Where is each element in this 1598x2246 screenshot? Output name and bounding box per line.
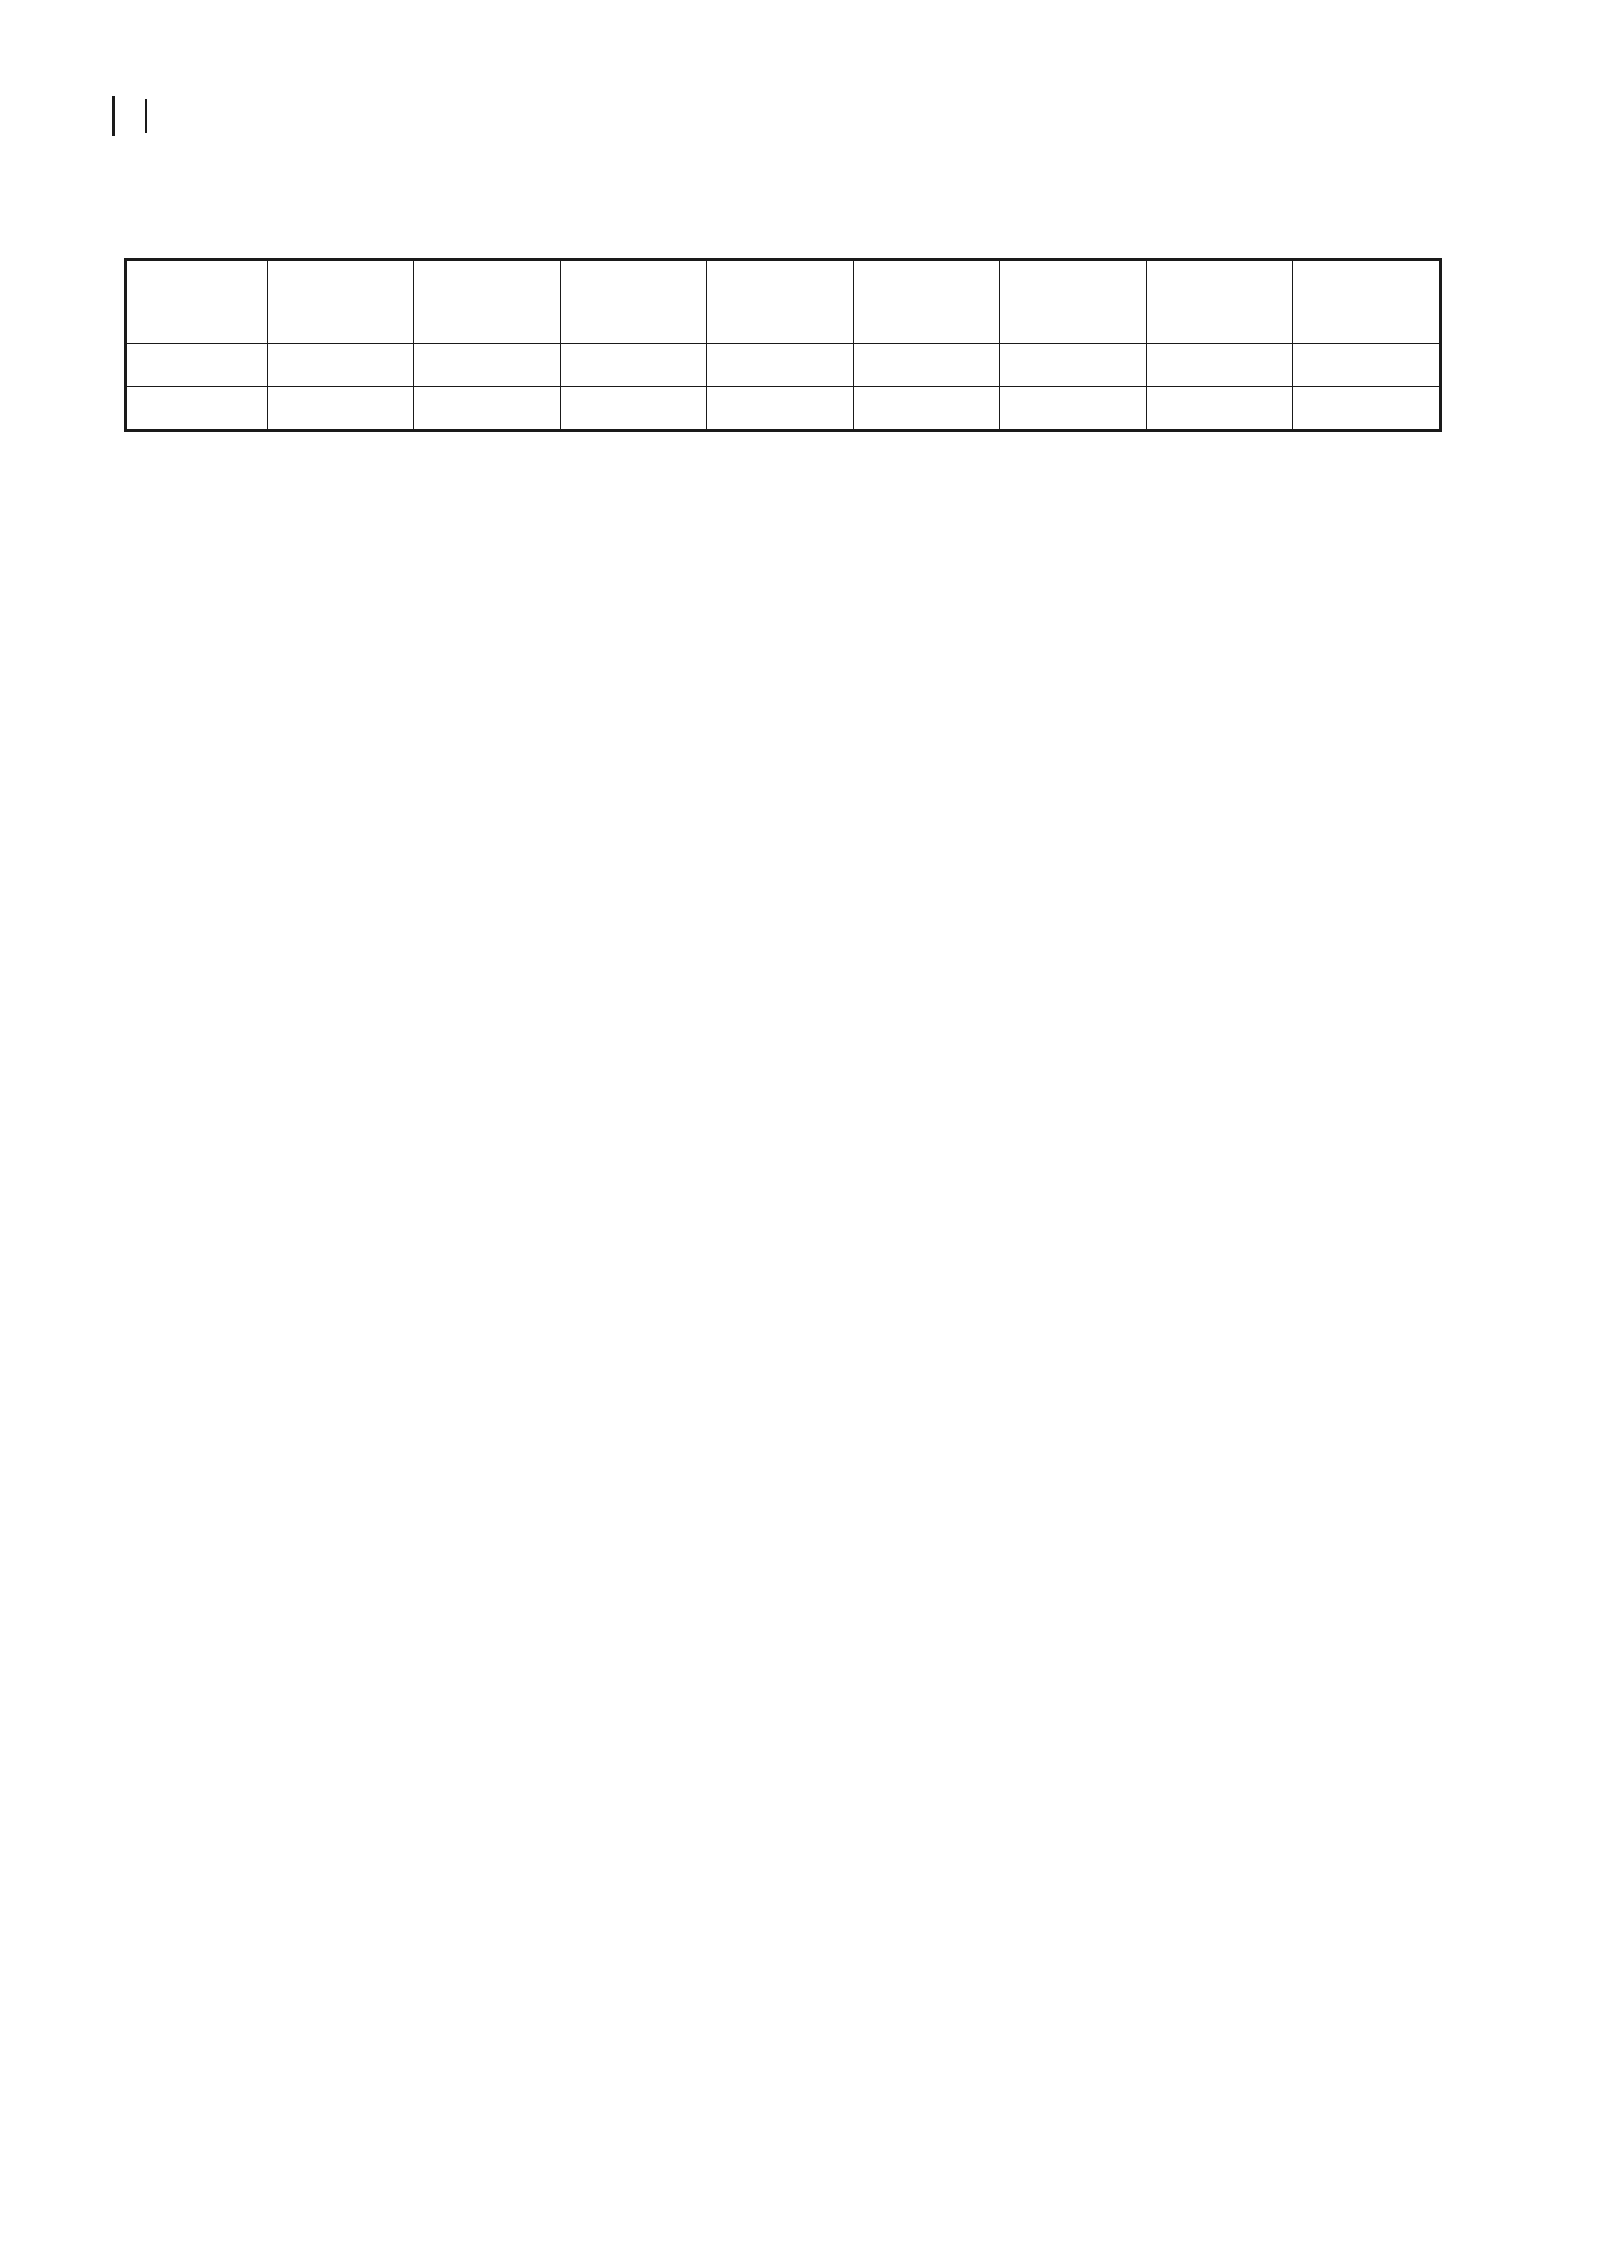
table1-cell	[414, 387, 561, 431]
table1-header-cell	[560, 260, 707, 344]
table1-cell	[1000, 344, 1147, 387]
table1-cell	[126, 387, 268, 431]
table1-cell	[707, 387, 854, 431]
header-separator	[145, 99, 147, 133]
table1-cell	[853, 344, 1000, 387]
table1-cell	[560, 344, 707, 387]
table1-header-cell	[707, 260, 854, 344]
table1-cell	[707, 344, 854, 387]
table1-cell	[1293, 344, 1441, 387]
table1-cell	[267, 387, 414, 431]
table-row	[126, 344, 1441, 387]
header-rule	[112, 96, 115, 136]
running-header	[112, 96, 161, 136]
table1-header-cell	[1000, 260, 1147, 344]
table1-header-cell	[267, 260, 414, 344]
table1-cell	[853, 387, 1000, 431]
table1-header-row	[126, 260, 1441, 344]
table1-header-cell	[126, 260, 268, 344]
table1-header-cell	[1293, 260, 1441, 344]
table1-cell	[1000, 387, 1147, 431]
table1	[124, 258, 1442, 432]
table1-header-cell	[1146, 260, 1293, 344]
paragraph-gap	[806, 462, 1442, 506]
table1-cell	[126, 344, 268, 387]
table1-header-cell	[414, 260, 561, 344]
table1-header-cell	[853, 260, 1000, 344]
table1-cell	[1293, 387, 1441, 431]
table1-cell	[1146, 344, 1293, 387]
table1-cell	[414, 344, 561, 387]
table1-cell	[267, 344, 414, 387]
table1-cell	[1146, 387, 1293, 431]
right-column	[806, 462, 1442, 506]
table1-cell	[560, 387, 707, 431]
table-row	[126, 387, 1441, 431]
